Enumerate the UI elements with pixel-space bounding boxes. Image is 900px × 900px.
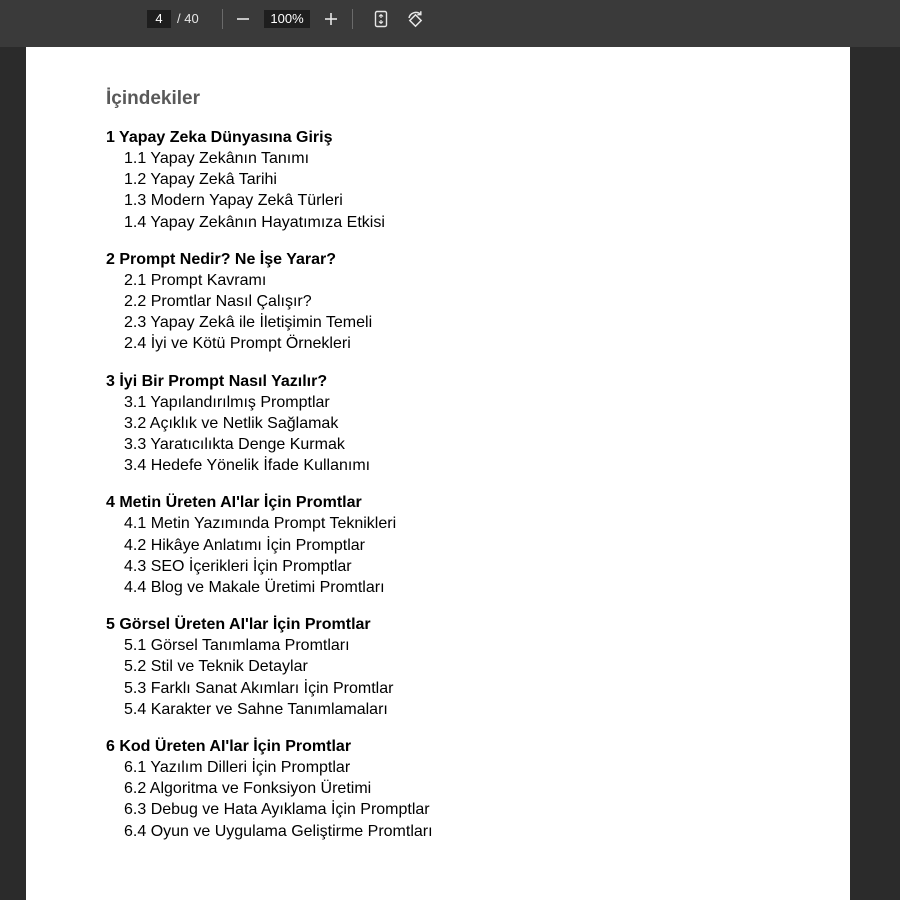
toc-section-item[interactable]: 3.1 Yapılandırılmış Promptlar	[124, 393, 330, 411]
toc-section-item[interactable]: 1.1 Yapay Zekânın Tanımı	[124, 150, 310, 167]
toc-chapter	[106, 736, 433, 842]
pdf-toolbar	[0, 0, 900, 47]
toc-section-item[interactable]: 6.3 Debug ve Hata Ayıklama İçin Promptlar	[124, 801, 430, 819]
toc-title: İçindekiler	[106, 88, 200, 109]
fit-page-icon	[373, 10, 389, 28]
toc-section-item[interactable]: 6.4 Oyun ve Uygulama Geliştirme Promtları	[124, 822, 433, 840]
page-total-label: / 40	[177, 11, 199, 26]
toc-section-item[interactable]: 6.2 Algoritma ve Fonksiyon Üretimi	[124, 780, 372, 798]
rotate-button[interactable]	[403, 7, 427, 31]
toc-section-item[interactable]: 6.1 Yazılım Dilleri İçin Promptlar	[124, 759, 351, 777]
toc-chapter-title[interactable]: 2 Prompt Nedir? Ne İşe Yarar?	[106, 250, 337, 268]
zoom-out-button[interactable]	[231, 7, 255, 31]
toc-chapter	[106, 614, 433, 720]
minus-icon	[236, 12, 250, 26]
toc-section-item[interactable]: 5.1 Görsel Tanımlama Promtları	[124, 637, 350, 655]
toc-chapter	[106, 492, 433, 598]
toc-section-item[interactable]: 1.4 Yapay Zekânın Hayatımıza Etkisi	[124, 213, 385, 231]
toc-section-item[interactable]: 4.1 Metin Yazımında Prompt Teknikleri	[124, 515, 397, 533]
plus-icon	[324, 12, 338, 26]
toc-chapter-title[interactable]: 1 Yapay Zeka Dünyasına Giriş	[106, 129, 333, 146]
toolbar-divider	[352, 9, 353, 29]
toc-chapter	[106, 127, 433, 233]
toc-chapter	[106, 371, 433, 477]
zoom-level-input[interactable]: 100%	[264, 10, 310, 28]
toc-chapter-title[interactable]: 5 Görsel Üreten AI'lar İçin Promtlar	[106, 616, 371, 634]
toc-chapter-title[interactable]: 4 Metin Üreten AI'lar İçin Promtlar	[106, 494, 362, 512]
toc-section-item[interactable]: 3.3 Yaratıcılıkta Denge Kurmak	[124, 436, 345, 454]
toc-chapter	[106, 249, 433, 355]
toc-section-item[interactable]: 4.4 Blog ve Makale Üretimi Promtları	[124, 579, 385, 597]
table-of-contents	[106, 127, 433, 858]
toc-section-item[interactable]: 3.2 Açıklık ve Netlik Sağlamak	[124, 414, 339, 432]
toc-section-item[interactable]: 2.2 Promtlar Nasıl Çalışır?	[124, 293, 312, 311]
page-number-input[interactable]: 4	[147, 10, 171, 28]
pdf-page	[26, 47, 850, 900]
toolbar-divider	[222, 9, 223, 29]
toc-section-item[interactable]: 2.4 İyi ve Kötü Prompt Örnekleri	[124, 335, 351, 353]
toc-section-item[interactable]: 5.4 Karakter ve Sahne Tanımlamaları	[124, 700, 388, 718]
toc-section-item[interactable]: 3.4 Hedefe Yönelik İfade Kullanımı	[124, 457, 371, 475]
toc-section-item[interactable]: 5.3 Farklı Sanat Akımları İçin Promtlar	[124, 679, 394, 697]
zoom-in-button[interactable]	[319, 7, 343, 31]
toc-section-item[interactable]: 2.3 Yapay Zekâ ile İletişimin Temeli	[124, 314, 373, 332]
toc-section-item[interactable]: 1.3 Modern Yapay Zekâ Türleri	[124, 192, 343, 210]
fit-page-button[interactable]	[369, 7, 393, 31]
toc-section-item[interactable]: 2.1 Prompt Kavramı	[124, 271, 267, 289]
toc-chapter-title[interactable]: 3 İyi Bir Prompt Nasıl Yazılır?	[106, 372, 328, 390]
toc-section-item[interactable]: 5.2 Stil ve Teknik Detaylar	[124, 658, 308, 676]
toc-section-item[interactable]: 4.3 SEO İçerikleri İçin Promptlar	[124, 557, 352, 575]
toc-section-item[interactable]: 1.2 Yapay Zekâ Tarihi	[124, 171, 277, 189]
toc-section-item[interactable]: 4.2 Hikâye Anlatımı İçin Promptlar	[124, 536, 365, 554]
document-viewer[interactable]	[0, 47, 900, 900]
toc-chapter-title[interactable]: 6 Kod Üreten AI'lar İçin Promtlar	[106, 738, 352, 756]
rotate-icon	[405, 9, 425, 29]
